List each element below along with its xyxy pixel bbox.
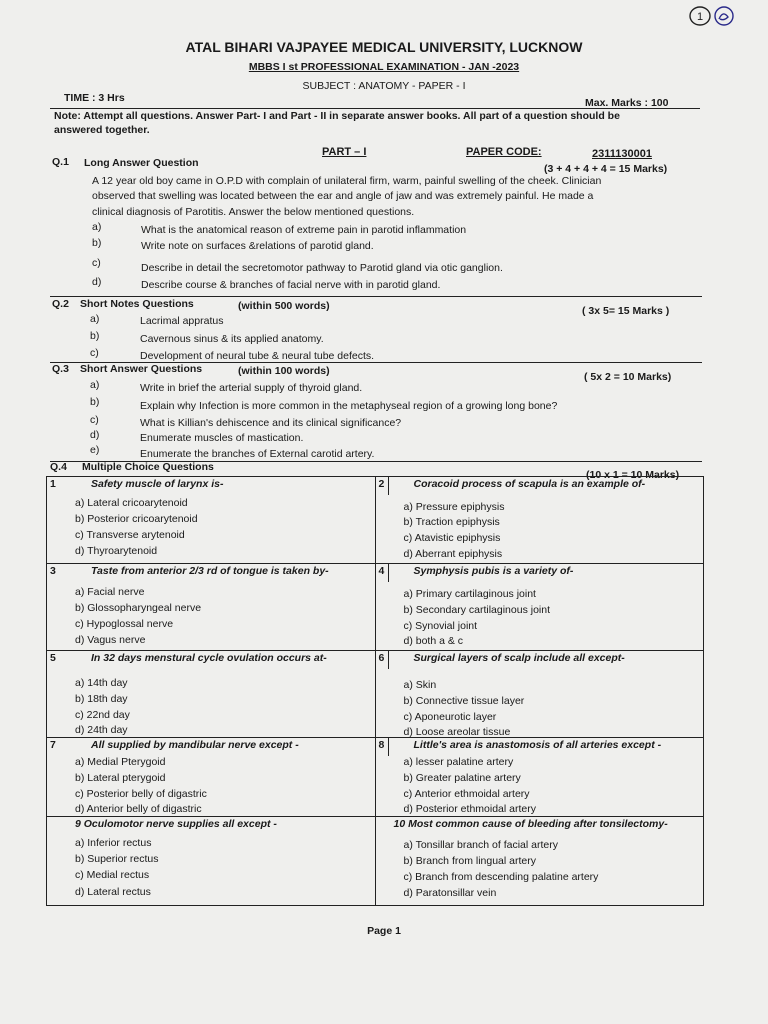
q1-item-label: a) bbox=[92, 221, 102, 233]
handwritten-page-mark bbox=[688, 4, 744, 28]
time-label: TIME : 3 Hrs bbox=[64, 92, 125, 104]
mcq-number: 6 bbox=[378, 652, 385, 664]
mcq-cell bbox=[47, 651, 376, 738]
q4-title: Multiple Choice Questions bbox=[82, 461, 214, 473]
mcq-option: a) Facial nerve bbox=[75, 586, 145, 598]
mcq-question: Taste from anterior 2/3 rd of tongue is taken by- bbox=[91, 565, 329, 577]
q1-item-label: c) bbox=[92, 257, 101, 269]
mcq-option: c) Atavistic epiphysis bbox=[403, 532, 501, 544]
q1-case-line: observed that swelling was located between the ear and angle of jaw and was extremely painful. He made a bbox=[92, 190, 594, 202]
q1-case-line: clinical diagnosis of Parotitis. Answer the below mentioned questions. bbox=[92, 206, 415, 218]
paper-code-label: PAPER CODE: bbox=[466, 146, 542, 158]
mcq-row bbox=[47, 477, 704, 564]
mcq-option: c) Anterior ethmoidal artery bbox=[403, 788, 530, 800]
mcq-option: d) Lateral rectus bbox=[75, 886, 151, 898]
mcq-option: a) Medial Pterygoid bbox=[75, 756, 166, 768]
mcq-number: 7 bbox=[50, 739, 56, 751]
mcq-question: Coracoid process of scapula is an example of- bbox=[413, 478, 646, 490]
q3-item-label: e) bbox=[90, 444, 100, 456]
mcq-option: b) Glossopharyngeal nerve bbox=[75, 602, 202, 614]
mcq-option: b) Branch from lingual artery bbox=[403, 855, 536, 867]
q2-title: Short Notes Questions bbox=[80, 298, 194, 310]
q1-item-label: d) bbox=[92, 276, 102, 288]
mcq-option: c) Aponeurotic layer bbox=[403, 711, 497, 723]
mcq-option: d) Posterior ethmoidal artery bbox=[403, 803, 536, 815]
mcq-option: d) both a & c bbox=[403, 635, 464, 647]
mcq-option: a) 14th day bbox=[75, 677, 128, 689]
q2-item-text: Cavernous sinus & its applied anatomy. bbox=[140, 333, 324, 345]
mcq-option: a) Primary cartilaginous joint bbox=[403, 588, 536, 600]
university-title: ATAL BIHARI VAJPAYEE MEDICAL UNIVERSITY, LUCKNOW bbox=[185, 39, 583, 55]
mcq-question: All supplied by mandibular nerve except - bbox=[91, 739, 299, 751]
q2-item-text: Development of neural tube & neural tube defects. bbox=[140, 350, 375, 362]
q3-item-label: b) bbox=[90, 396, 100, 408]
q4-marks: (10 x 1 = 10 Marks) bbox=[586, 469, 680, 481]
note-line-1: Note: Attempt all questions. Answer Part- I and Part - II in separate answer books. All part of a question should be bbox=[54, 110, 620, 122]
mcq-option: b) Connective tissue layer bbox=[403, 695, 525, 707]
mcq-option: a) Skin bbox=[403, 679, 437, 691]
mcq-row bbox=[47, 817, 704, 906]
q1-item-label: b) bbox=[92, 237, 102, 249]
q3-label: Q.3 bbox=[52, 363, 69, 375]
part-heading: PART – I bbox=[322, 146, 367, 158]
subject-title: SUBJECT : ANATOMY - PAPER - I bbox=[302, 80, 466, 92]
mcq-option: c) Synovial joint bbox=[403, 620, 478, 632]
q1-title: Long Answer Question bbox=[84, 157, 199, 169]
mcq-option: a) Lateral cricoarytenoid bbox=[75, 497, 188, 509]
q3-item-label: c) bbox=[90, 414, 99, 426]
q3-item-label: d) bbox=[90, 429, 100, 441]
mcq-number: 3 bbox=[50, 565, 56, 577]
q3-item-text: Explain why Infection is more common in the metaphyseal region of a growing long bone? bbox=[140, 400, 558, 412]
mcq-cell bbox=[47, 738, 376, 817]
mcq-option: d) Anterior belly of digastric bbox=[75, 803, 202, 815]
q1-item-text: Describe in detail the secretomotor pathway to Parotid gland via otic ganglion. bbox=[141, 262, 503, 274]
mcq-option: c) Hypoglossal nerve bbox=[75, 618, 174, 630]
q3-word-limit: (within 100 words) bbox=[238, 365, 330, 377]
q1-item-text: Describe course & branches of facial nerve with in parotid gland. bbox=[141, 279, 441, 291]
q1-label: Q.1 bbox=[52, 156, 69, 168]
handwritten-number: 1 bbox=[696, 11, 704, 23]
q2-item-label: b) bbox=[90, 330, 100, 342]
mcq-option: d) Vagus nerve bbox=[75, 634, 146, 646]
mcq-question: Safety muscle of larynx is- bbox=[91, 478, 224, 490]
mcq-cell bbox=[47, 564, 376, 651]
mcq-cell bbox=[47, 817, 376, 906]
mcq-option: b) Lateral pterygoid bbox=[75, 772, 166, 784]
mcq-option: a) Tonsillar branch of facial artery bbox=[403, 839, 558, 851]
mcq-question: In 32 days menstural cycle ovulation occurs at- bbox=[91, 652, 327, 664]
mcq-option: b) Superior rectus bbox=[75, 853, 159, 865]
divider bbox=[50, 296, 702, 297]
mcq-option: d) 24th day bbox=[75, 724, 128, 736]
mcq-row bbox=[47, 564, 704, 651]
q1-marks: (3 + 4 + 4 + 4 = 15 Marks) bbox=[544, 163, 668, 175]
q2-item-text: Lacrimal appratus bbox=[140, 315, 224, 327]
mcq-table bbox=[46, 476, 704, 906]
q3-item-text: Enumerate the branches of External carotid artery. bbox=[140, 448, 375, 460]
q3-item-text: What is Killian's dehiscence and its clinical significance? bbox=[140, 417, 402, 429]
mcq-number: 1 bbox=[50, 478, 56, 490]
q2-marks: ( 3x 5= 15 Marks ) bbox=[582, 305, 670, 317]
mcq-number: 2 bbox=[378, 478, 385, 490]
mcq-question: Surgical layers of scalp include all except- bbox=[413, 652, 625, 664]
mcq-option: a) Inferior rectus bbox=[75, 837, 152, 849]
mcq-option: b) 18th day bbox=[75, 693, 128, 705]
q1-item-text: What is the anatomical reason of extreme pain in parotid inflammation bbox=[141, 224, 467, 236]
mcq-option: b) Secondary cartilaginous joint bbox=[403, 604, 550, 616]
mcq-option: c) Medial rectus bbox=[75, 869, 150, 881]
q2-word-limit: (within 500 words) bbox=[238, 300, 330, 312]
mcq-option: b) Traction epiphysis bbox=[403, 516, 500, 528]
max-marks-label: Max. Marks : 100 bbox=[585, 97, 669, 109]
mcq-number: 5 bbox=[50, 652, 56, 664]
mcq-question: 9 Oculomotor nerve supplies all except - bbox=[75, 818, 277, 830]
q2-item-label: c) bbox=[90, 347, 99, 359]
divider bbox=[50, 108, 700, 109]
mcq-option: c) 22nd day bbox=[75, 709, 130, 721]
mcq-option: d) Paratonsillar vein bbox=[403, 887, 497, 899]
mcq-cell bbox=[47, 477, 376, 564]
mcq-question: Little's area is anastomosis of all arteries except - bbox=[413, 739, 662, 751]
mcq-option: c) Branch from descending palatine artery bbox=[403, 871, 599, 883]
exam-title: MBBS I st PROFESSIONAL EXAMINATION - JAN -2023 bbox=[248, 61, 520, 73]
q2-label: Q.2 bbox=[52, 298, 69, 310]
mcq-option: c) Posterior belly of digastric bbox=[75, 788, 207, 800]
mcq-question: Symphysis pubis is a variety of- bbox=[413, 565, 574, 577]
q1-item-text: Write note on surfaces &relations of parotid gland. bbox=[141, 240, 374, 252]
mcq-cell bbox=[375, 564, 704, 651]
mcq-row bbox=[47, 738, 704, 817]
mcq-option: d) Thyroarytenoid bbox=[75, 545, 158, 557]
mcq-number: 4 bbox=[378, 565, 385, 577]
paper-code-value: 2311130001 bbox=[592, 148, 652, 160]
q2-item-label: a) bbox=[90, 313, 100, 325]
q3-title: Short Answer Questions bbox=[80, 363, 203, 375]
q3-item-text: Enumerate muscles of mastication. bbox=[140, 432, 304, 444]
mcq-number: 8 bbox=[378, 739, 385, 751]
q3-item-text: Write in brief the arterial supply of thyroid gland. bbox=[140, 382, 363, 394]
mcq-row bbox=[47, 651, 704, 738]
mcq-option: a) lesser palatine artery bbox=[403, 756, 514, 768]
mcq-cell bbox=[375, 738, 704, 817]
page-number: Page 1 bbox=[367, 925, 401, 937]
mcq-cell bbox=[375, 817, 704, 906]
mcq-option: d) Aberrant epiphysis bbox=[403, 548, 503, 560]
q1-case-line: A 12 year old boy came in O.P.D with complain of unilateral firm, warm, painful swelling of the cheek. Clinician bbox=[92, 175, 602, 187]
q4-label: Q.4 bbox=[50, 461, 67, 473]
q3-marks: ( 5x 2 = 10 Marks) bbox=[584, 371, 672, 383]
mcq-option: b) Posterior cricoarytenoid bbox=[75, 513, 198, 525]
mcq-question: 10 Most common cause of bleeding after tonsilectomy- bbox=[393, 818, 668, 830]
mcq-option: d) Loose areolar tissue bbox=[403, 726, 511, 738]
mcq-option: c) Transverse arytenoid bbox=[75, 529, 185, 541]
note-line-2: answered together. bbox=[54, 124, 150, 136]
mcq-cell bbox=[375, 651, 704, 738]
q3-item-label: a) bbox=[90, 379, 100, 391]
mcq-cell bbox=[375, 477, 704, 564]
mcq-option: a) Pressure epiphysis bbox=[403, 501, 505, 513]
mcq-option: b) Greater palatine artery bbox=[403, 772, 521, 784]
